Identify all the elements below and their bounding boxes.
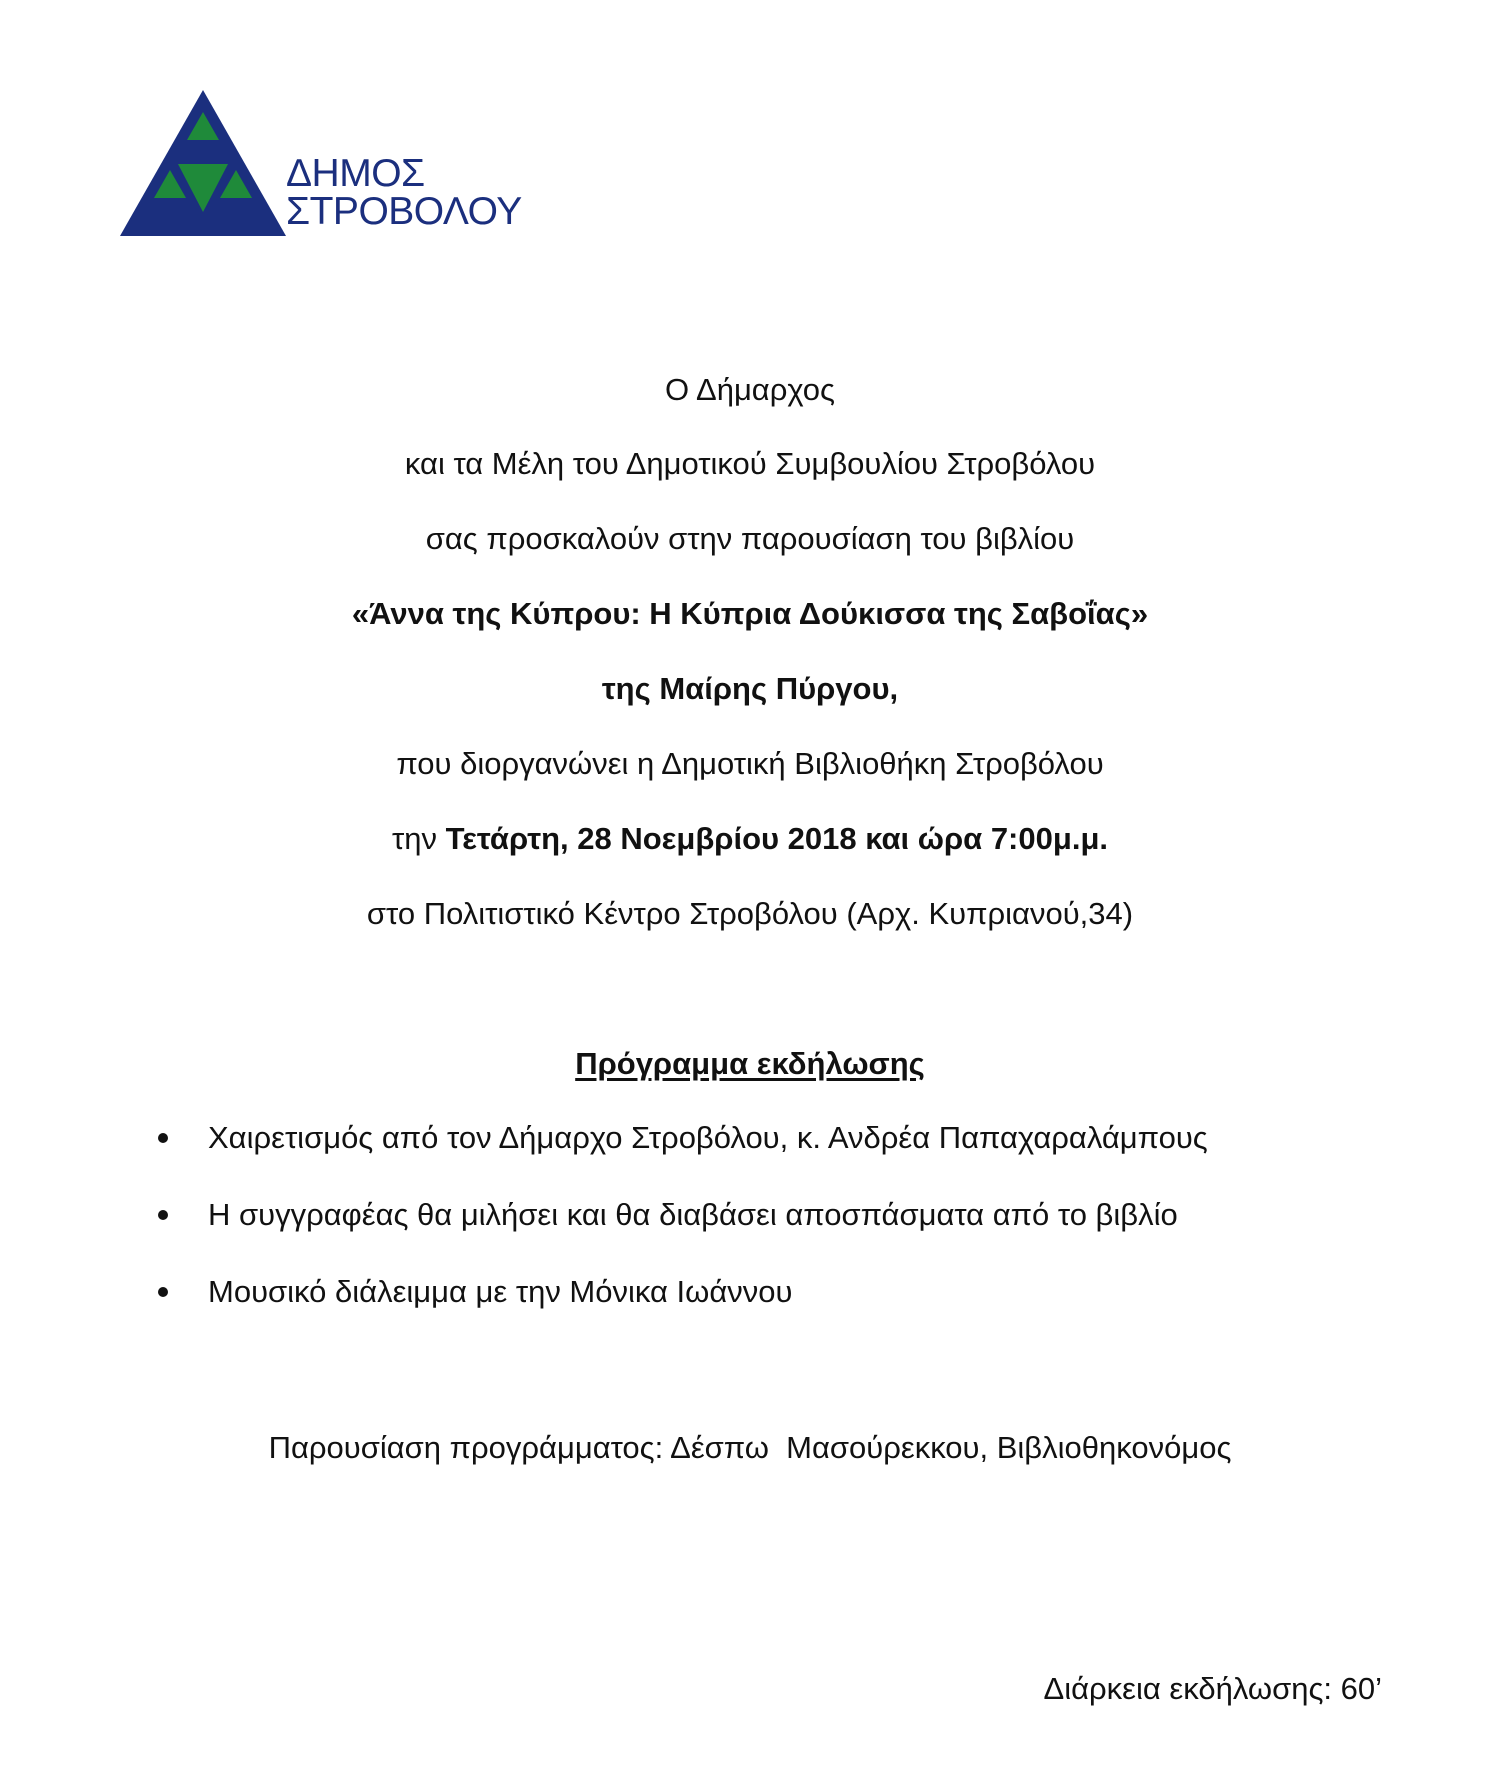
logo-line-2: ΣΤΡΟΒΟΛΟΥ (286, 190, 522, 233)
logo-line-1: ΔΗΜΟΣ (286, 152, 425, 195)
book-author: της Μαίρης Πύργου, (601, 671, 899, 706)
event-duration: Διάρκεια εκδήλωσης: 60’ (1043, 1671, 1382, 1706)
event-venue: στο Πολιτιστικό Κέντρο Στροβόλου (Αρχ. Κυπριανού,34) (366, 896, 1134, 931)
municipality-logo (118, 88, 538, 248)
invitation-host: Ο Δήμαρχος (664, 372, 835, 407)
triangle-logo-icon (118, 88, 288, 236)
invitation-members: και τα Μέλη του Δημοτικού Συμβουλίου Στροβόλου (404, 446, 1096, 481)
invitation-text: σας προσκαλούν στην παρουσίαση του βιβλίου (425, 521, 1075, 556)
logo-wordmark (286, 152, 522, 233)
program-heading: Πρόγραμμα εκδήλωσης (575, 1046, 925, 1081)
book-title: «Άννα της Κύπρου: Η Κύπρια Δούκισσα της Σαβοΐας» (351, 596, 1149, 631)
event-date (0, 819, 1500, 859)
program-item-text: Η συγγραφέας θα μιλήσει και θα διαβάσει αποσπάσματα από το βιβλίο (208, 1197, 1178, 1232)
program-presenter: Παρουσίαση προγράμματος: Δέσπω Μασούρεκκου, Βιβλιοθηκονόμος (268, 1430, 1232, 1465)
program-item (158, 1118, 1208, 1158)
event-date-value: Τετάρτη, 28 Νοεμβρίου 2018 και ώρα 7:00μ.μ. (445, 821, 1109, 856)
program-item (158, 1272, 1208, 1312)
bullet-icon (158, 1210, 168, 1220)
event-date-prefix: την (391, 821, 446, 856)
event-organizer: που διοργανώνει η Δημοτική Βιβλιοθήκη Στροβόλου (396, 746, 1104, 781)
program-item (158, 1195, 1208, 1235)
program-item-text: Χαιρετισμός από τον Δήμαρχο Στροβόλου, κ. Ανδρέα Παπαχαραλάμπους (208, 1120, 1208, 1155)
program-list (158, 1118, 1208, 1349)
bullet-icon (158, 1133, 168, 1143)
bullet-icon (158, 1287, 168, 1297)
program-item-text: Μουσικό διάλειμμα με την Μόνικα Ιωάννου (208, 1274, 793, 1309)
